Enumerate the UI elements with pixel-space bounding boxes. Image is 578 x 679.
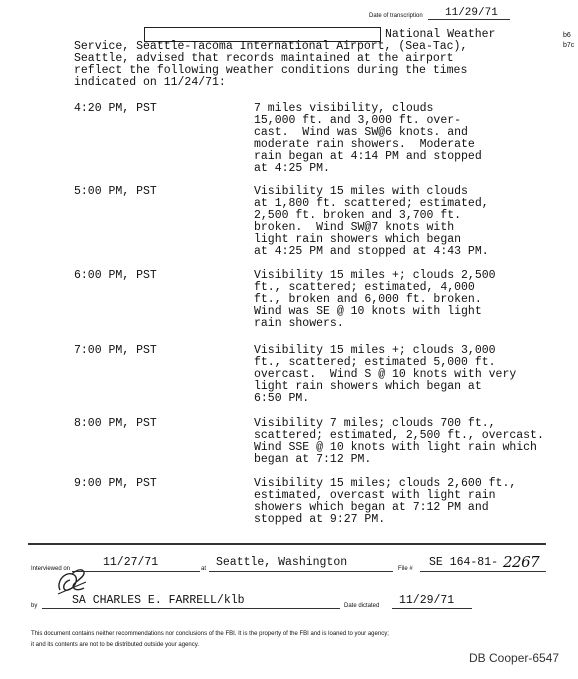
entry-line: 15,000 ft. and 3,000 ft. over- — [254, 114, 462, 127]
location-underline — [209, 571, 393, 572]
file-number-label: File # — [398, 566, 413, 572]
entry-line: rain showers. — [254, 317, 344, 330]
entry-line: light rain showers which began at — [254, 380, 482, 393]
entry-line: overcast. Wind S @ 10 knots with very — [254, 368, 517, 381]
entry-line: 2,500 ft. broken and 3,700 ft. — [254, 209, 462, 222]
disclaimer-line-1: This document contains neither recommendations nor conclusions of the FBI. It is the property of the FBI and is loaned to your agency; — [31, 631, 389, 637]
interviewed-on-date: 11/27/71 — [103, 556, 159, 569]
date-dictated-label: Date dictated — [344, 603, 380, 609]
entry-line: Visibility 15 miles; clouds 2,600 ft., — [254, 477, 517, 490]
entry-line: 6:50 PM. — [254, 392, 310, 405]
intro-line-4: reflect the following weather conditions during the times — [74, 64, 468, 77]
date-of-transcription: 11/29/71 — [445, 7, 498, 19]
entry-time: 8:00 PM, PST — [74, 417, 157, 430]
entry-line: at 4:25 PM and stopped at 4:43 PM. — [254, 245, 489, 258]
entry-time: 9:00 PM, PST — [74, 477, 157, 490]
margin-note-b6: b6 — [563, 32, 571, 39]
entry-line: estimated, overcast with light rain — [254, 489, 496, 502]
entry-line: began at 7:12 PM. — [254, 453, 372, 466]
interview-location: Seattle, Washington — [216, 556, 348, 569]
entry-line: ft., scattered; estimated, 4,000 — [254, 281, 475, 294]
intro-line-3: Seattle, advised that records maintained at the airport — [74, 52, 454, 65]
entry-line: showers which began at 7:12 PM and — [254, 501, 489, 514]
interviewed-on-underline — [72, 571, 200, 572]
date-dictated: 11/29/71 — [399, 594, 455, 607]
footer-divider — [28, 543, 546, 545]
intro-line-2: Service, Seattle-Tacoma International Airport, (Sea-Tac), — [74, 40, 468, 53]
entry-time: 6:00 PM, PST — [74, 269, 157, 282]
entry-time: 5:00 PM, PST — [74, 185, 157, 198]
interviewed-on-label: Interviewed on — [31, 566, 71, 572]
entry-line: scattered; estimated, 2,500 ft., overcast. — [254, 429, 544, 442]
entry-line: Visibility 15 miles with clouds — [254, 185, 468, 198]
entry-line: at 4:25 PM. — [254, 162, 330, 175]
by-label: by — [31, 603, 38, 609]
entry-line: 7 miles visibility, clouds — [254, 102, 434, 115]
entry-line: Visibility 7 miles; clouds 700 ft., — [254, 417, 496, 430]
file-number-handwritten: 2267 — [503, 553, 540, 571]
date-dictated-underline — [392, 608, 472, 609]
watermark-label: DB Cooper-6547 — [469, 651, 560, 665]
intro-line-5: indicated on 11/24/71: — [74, 76, 226, 89]
entry-line: Visibility 15 miles +; clouds 3,000 — [254, 344, 496, 357]
date-of-transcription-underline — [428, 19, 510, 20]
date-of-transcription-label: Date of transcription — [369, 13, 423, 19]
entry-line: cast. Wind was SW@6 knots. and — [254, 126, 468, 139]
entry-line: rain began at 4:14 PM and stopped — [254, 150, 482, 163]
entry-line: broken. Wind SW@7 knots with — [254, 221, 455, 234]
entry-line: Visibility 15 miles +; clouds 2,500 — [254, 269, 496, 282]
agent-name: SA CHARLES E. FARRELL/klb — [72, 594, 245, 607]
entry-line: moderate rain showers. Moderate — [254, 138, 475, 151]
file-number: SE 164-81- — [429, 556, 499, 569]
entry-line: ft., scattered; estimated 5,000 ft. — [254, 356, 496, 369]
entry-line: Wind SSE @ 10 knots with light rain which — [254, 441, 537, 454]
entry-line: stopped at 9:27 PM. — [254, 513, 386, 526]
margin-note-b7c: b7c — [563, 42, 575, 49]
entry-time: 7:00 PM, PST — [74, 344, 157, 357]
handwritten-initials-mark — [54, 564, 90, 598]
disclaimer-line-2: it and its contents are not to be distributed outside your agency. — [31, 642, 199, 648]
entry-line: at 1,800 ft. scattered; estimated, — [254, 197, 489, 210]
entry-line: ft., broken and 6,000 ft. broken. — [254, 293, 482, 306]
agent-underline — [42, 608, 340, 609]
entry-time: 4:20 PM, PST — [74, 102, 157, 115]
file-number-underline — [420, 571, 546, 572]
entry-line: light rain showers which began — [254, 233, 462, 246]
intro-line-1: National Weather — [385, 28, 496, 41]
at-label: at — [201, 566, 207, 572]
entry-line: Wind was SE @ 10 knots with light — [254, 305, 482, 318]
